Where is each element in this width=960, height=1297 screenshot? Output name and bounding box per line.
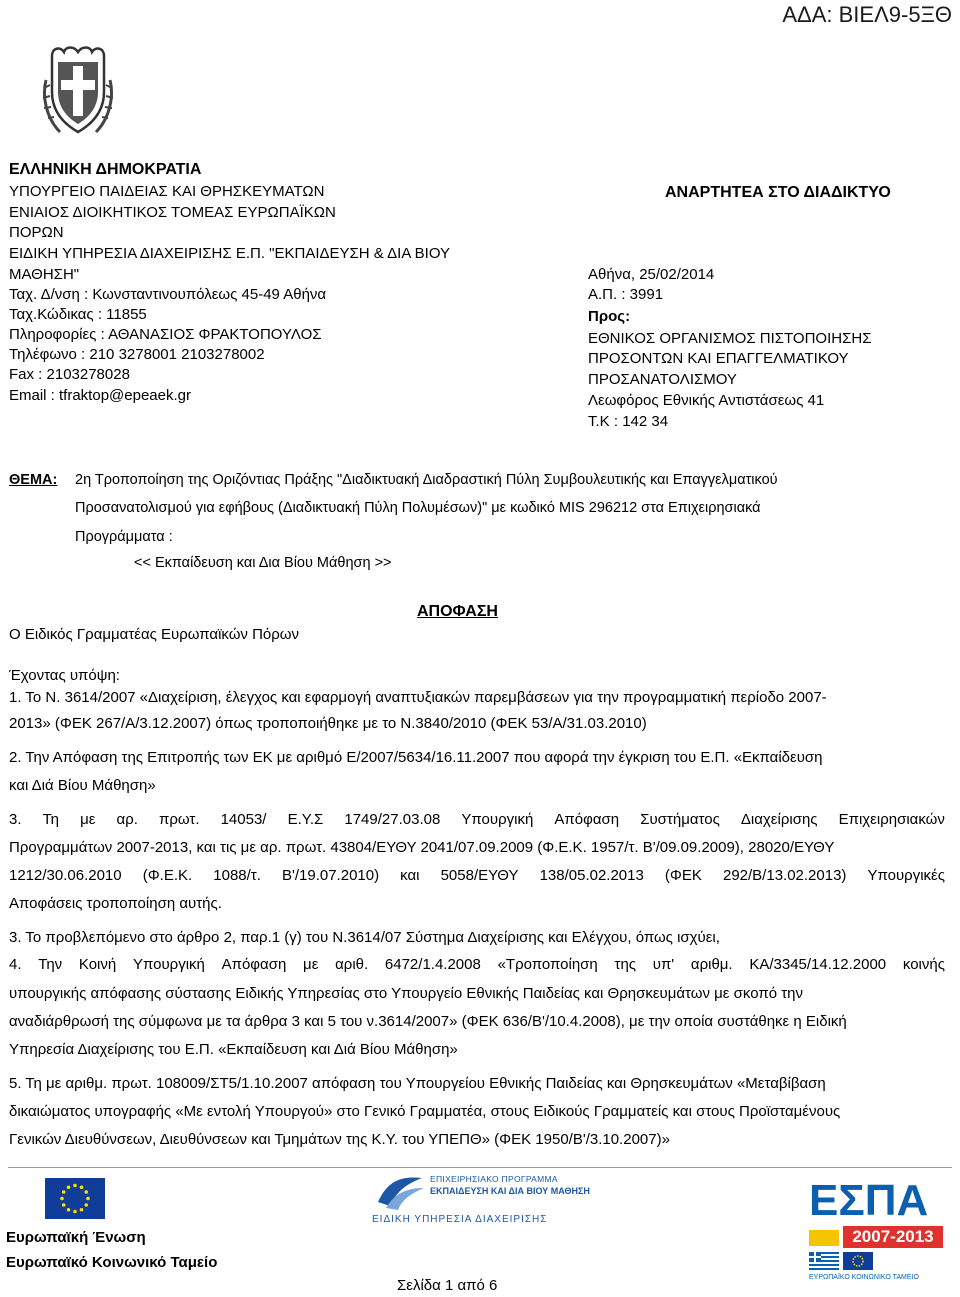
body-word: με xyxy=(80,811,96,828)
eu-star-icon xyxy=(84,1203,88,1207)
subject-line-4: << Εκπαίδευση και Δια Βίου Μάθηση >> xyxy=(134,555,392,571)
body-line xyxy=(9,810,945,830)
body-line: Προγραμμάτων 2007-2013, και τις με αρ. πρωτ. 43804/ΕΥΘΥ 2041/07.09.2009 (Φ.Ε.Κ. 1957/τ. Β'/09.09.2009), 28020/ΕΥΘΥ xyxy=(9,839,835,856)
protocol-number: Α.Π. : 3991 xyxy=(588,286,664,303)
body-word: αριθμ. xyxy=(690,956,733,973)
body-word: «Τροποποίηση xyxy=(497,956,598,973)
body-word: με xyxy=(303,956,319,973)
body-word: 14053/ xyxy=(220,811,267,828)
body-word: Συστήματος xyxy=(640,811,720,828)
eu-star-icon xyxy=(80,1208,84,1212)
body-word: πρωτ. xyxy=(159,811,200,828)
espa-logo xyxy=(807,1176,944,1285)
body-word: υπ' xyxy=(652,956,675,973)
letter-date: Αθήνα, 25/02/2014 xyxy=(588,266,715,283)
body-word: Την xyxy=(38,956,63,973)
eu-star-icon xyxy=(86,1197,90,1201)
esf-label: Ευρωπαϊκό Κοινωνικό Ταμείο xyxy=(6,1254,218,1271)
body-word: ΚΑ/3345/14.12.2000 xyxy=(749,956,887,973)
body-word: 4. xyxy=(9,956,22,973)
service-line-1: ΕΙΔΙΚΗ ΥΠΗΡΕΣΙΑ ΔΙΑΧΕΙΡΙΣΗΣ Ε.Π. "ΕΚΠΑΙΔΕΥΣΗ & ΔΙΑ ΒΙΟΥ xyxy=(9,245,451,262)
to-label: Προς: xyxy=(588,308,631,325)
body-word: Απόφαση xyxy=(554,811,620,828)
body-word: αριθ. xyxy=(335,956,369,973)
recipient-postal-code: Τ.Κ : 142 34 xyxy=(588,413,669,430)
recipient-org-line-1: ΕΘΝΙΚΟΣ ΟΡΓΑΝΙΣΜΟΣ ΠΙΣΤΟΠΟΙΗΣΗΣ xyxy=(588,330,872,347)
body-word: Απόφαση xyxy=(221,956,287,973)
body-line: Γενικών Διευθύνσεων, Διευθύνσεων και Τμημάτων της Κ.Υ. του ΥΠΕΠΘ» (ΦΕΚ 1950/Β'/3.10.2007)» xyxy=(9,1131,670,1148)
publish-notice: ΑΝΑΡΤΗΤΕΑ ΣΤΟ ΔΙΑΔΙΚΤΥΟ xyxy=(665,184,891,201)
sender-email: Email : tfraktop@epeaek.gr xyxy=(9,387,191,404)
body-word: 138/05.02.2013 xyxy=(539,867,644,884)
body-word: Κοινή xyxy=(78,956,117,973)
espa-motto: ΕΥΡΩΠΑΪΚΟ ΚΟΙΝΩΝΙΚΟ ΤΑΜΕΙΟ xyxy=(809,1274,919,1281)
body-line: υπουργικής απόφασης σύστασης Ειδικής Υπηρεσίας στο Υπουργείο Εθνικής Παιδείας και Θρησκευμάτων με σκοπό την xyxy=(9,985,803,1002)
eu-star-icon xyxy=(73,1210,77,1214)
body-word: 5058/ΕΥΘΥ xyxy=(440,867,519,884)
ministry-name: ΥΠΟΥΡΓΕΙΟ ΠΑΙΔΕΙΑΣ ΚΑΙ ΘΡΗΣΚΕΥΜΑΤΩΝ xyxy=(9,183,325,200)
decision-title: ΑΠΟΦΑΣΗ xyxy=(417,603,498,620)
eu-star-icon xyxy=(67,1208,71,1212)
body-word: Υπουργικές xyxy=(867,867,945,884)
body-line: και Διά Βίου Μάθηση» xyxy=(9,777,156,794)
body-line xyxy=(9,955,945,975)
sender-address: Ταχ. Δ/νση : Κωνσταντινουπόλεως 45-49 Αθήνα xyxy=(9,286,327,303)
page-number: Σελίδα 1 από 6 xyxy=(397,1277,498,1294)
subject-line-3: Προγράμματα : xyxy=(75,529,173,545)
espa-years: 2007-2013 xyxy=(843,1226,943,1248)
eu-star-icon xyxy=(80,1185,84,1189)
body-line xyxy=(9,866,945,886)
body-word: της xyxy=(614,956,637,973)
body-word: (ΦΕΚ xyxy=(664,867,702,884)
greek-emblem-icon xyxy=(40,40,116,140)
footer-divider xyxy=(8,1167,952,1168)
body-line: 2. Την Απόφαση της Επιτροπής των ΕΚ με αριθμό Ε/2007/5634/16.11.2007 που αφορά την έγκριση του Ε.Π. «Εκπαίδευση xyxy=(9,749,823,766)
greek-flag-icon xyxy=(809,1252,839,1270)
body-line: 3. Το προβλεπόμενο στο άρθρο 2, παρ.1 (γ) του Ν.3614/07 Σύστημα Διαχείρισης και Ελέγχου, όπως ισχύει, xyxy=(9,929,720,946)
subject-line-1: 2η Τροποποίηση της Οριζόντιας Πράξης "Διαδικτυακή Διαδραστική Πύλη Συμβουλευτικής και Επαγγελματικού xyxy=(75,472,778,488)
recipient-org-line-2: ΠΡΟΣΟΝΤΩΝ ΚΑΙ ΕΠΑΓΓΕΛΜΑΤΙΚΟΥ xyxy=(588,350,849,367)
ep-education-logo xyxy=(372,1172,590,1228)
body-line: δικαιώματος υπογραφής «Με εντολή Υπουργού» στο Γενικό Γραμματέα, στους Ειδικούς Γραμματείς και στους Προϊσταμένους xyxy=(9,1103,841,1120)
eu-star-icon xyxy=(84,1190,88,1194)
body-word: Τη xyxy=(42,811,60,828)
body-word: 1749/27.03.08 xyxy=(344,811,441,828)
ep-logo-line-1: ΕΠΙΧΕΙΡΗΣΙΑΚΟ ΠΡΟΓΡΑΜΜΑ xyxy=(430,1174,558,1184)
body-word: 6472/1.4.2008 xyxy=(384,956,481,973)
body-word: αρ. xyxy=(116,811,138,828)
body-word: 1088/τ. xyxy=(213,867,261,884)
eu-star-icon xyxy=(60,1197,64,1201)
body-word: (Φ.Ε.Κ. xyxy=(142,867,193,884)
sender-info: Πληροφορίες : ΑΘΑΝΑΣΙΟΣ ΦΡΑΚΤΟΠΟΥΛΟΣ xyxy=(9,326,322,343)
recipient-org-line-3: ΠΡΟΣΑΝΑΤΟΛΙΣΜΟΥ xyxy=(588,371,737,388)
secretary-title: Ο Ειδικός Γραμματέας Ευρωπαϊκών Πόρων xyxy=(9,626,300,643)
body-line: Υπηρεσία Διαχείρισης του Ε.Π. «Εκπαίδευση και Διά Βίου Μάθηση» xyxy=(9,1041,458,1058)
ada-code: ΑΔΑ: ΒΙΕΛ9-5ΞΘ xyxy=(782,2,952,27)
ep-logo-line-3: ΕΙΔΙΚΗ ΥΠΗΡΕΣΙΑ ΔΙΑΧΕΙΡΙΣΗΣ xyxy=(372,1214,548,1225)
sender-fax: Fax : 2103278028 xyxy=(9,366,130,383)
body-word: Ε.Υ.Σ xyxy=(287,811,324,828)
body-word: Υπουργική xyxy=(461,811,534,828)
body-word: Διαχείρισης xyxy=(740,811,818,828)
body-line: 1. Το Ν. 3614/2007 «Διαχείριση, έλεγχος και εφαρμογή αναπτυξιακών παρεμβάσεων για την προγραμματική περίοδο 2007- xyxy=(9,689,827,706)
sector-line-1: ΕΝΙΑΙΟΣ ΔΙΟΙΚΗΤΙΚΟΣ ΤΟΜΕΑΣ ΕΥΡΩΠΑΪΚΩΝ xyxy=(9,204,336,221)
considering-heading: Έχοντας υπόψη: xyxy=(9,667,120,684)
body-word: 292/Β/13.02.2013) xyxy=(722,867,847,884)
body-line: 5. Τη με αριθμ. πρωτ. 108009/ΣΤ5/1.10.2007 απόφαση του Υπουργείου Εθνικής Παιδείας και Θρησκευμάτων «Μεταβίβαση xyxy=(9,1075,826,1092)
body-word: κοινής xyxy=(902,956,945,973)
service-line-2: ΜΑΘΗΣΗ" xyxy=(9,266,80,283)
body-word: Β'/19.07.2010) xyxy=(281,867,380,884)
subject-line-2: Προσανατολισμού για εφήβους (Διαδικτυακή Πύλη Πολυμέσων)" με κωδικό MIS 296212 στα Επιχειρησιακά xyxy=(75,500,761,516)
body-line: 2013» (ΦΕΚ 267/Α/3.12.2007) όπως τροποποιήθηκε με το Ν.3840/2010 (ΦΕΚ 53/Α/31.03.2010) xyxy=(9,715,647,732)
body-word: και xyxy=(400,867,420,884)
espa-yellow-block xyxy=(809,1230,839,1246)
body-line: Αποφάσεις τροποποίηση αυτής. xyxy=(9,895,222,912)
recipient-street: Λεωφόρος Εθνικής Αντιστάσεως 41 xyxy=(588,392,825,409)
eu-star-icon xyxy=(67,1185,71,1189)
eu-star-icon xyxy=(62,1203,66,1207)
body-word: 3. xyxy=(9,811,22,828)
body-word: Υπουργική xyxy=(132,956,205,973)
eu-star-icon xyxy=(62,1190,66,1194)
eu-union-label: Ευρωπαϊκή Ένωση xyxy=(6,1229,146,1246)
espa-name: ΕΣΠΑ xyxy=(809,1176,929,1225)
ep-logo-mark-icon xyxy=(372,1172,428,1212)
sector-line-2: ΠΟΡΩΝ xyxy=(9,224,64,241)
subject-label: ΘΕΜΑ: xyxy=(9,472,58,488)
body-word: Επιχειρησιακών xyxy=(838,811,945,828)
eu-star-icon xyxy=(73,1184,77,1188)
eu-flag-icon xyxy=(45,1178,105,1219)
country-name: ΕΛΛΗΝΙΚΗ ΔΗΜΟΚΡΑΤΙΑ xyxy=(9,161,202,178)
sender-phone: Τηλέφωνο : 210 3278001 2103278002 xyxy=(9,346,265,363)
body-line: αναδιάρθρωσή της σύμφωνα με τα άρθρα 3 και 5 του ν.3614/2007» (ΦΕΚ 636/Β'/10.4.2008), με την οποία συστάθηκε η Ειδική xyxy=(9,1013,847,1030)
sender-postal-code: Ταχ.Κώδικας : 11855 xyxy=(9,306,147,323)
body-word: 1212/30.06.2010 xyxy=(9,867,122,884)
ep-logo-line-2: ΕΚΠΑΙΔΕΥΣΗ ΚΑΙ ΔΙΑ ΒΙΟΥ ΜΑΘΗΣΗ xyxy=(430,1186,590,1196)
eu-small-flag-icon xyxy=(843,1252,873,1270)
